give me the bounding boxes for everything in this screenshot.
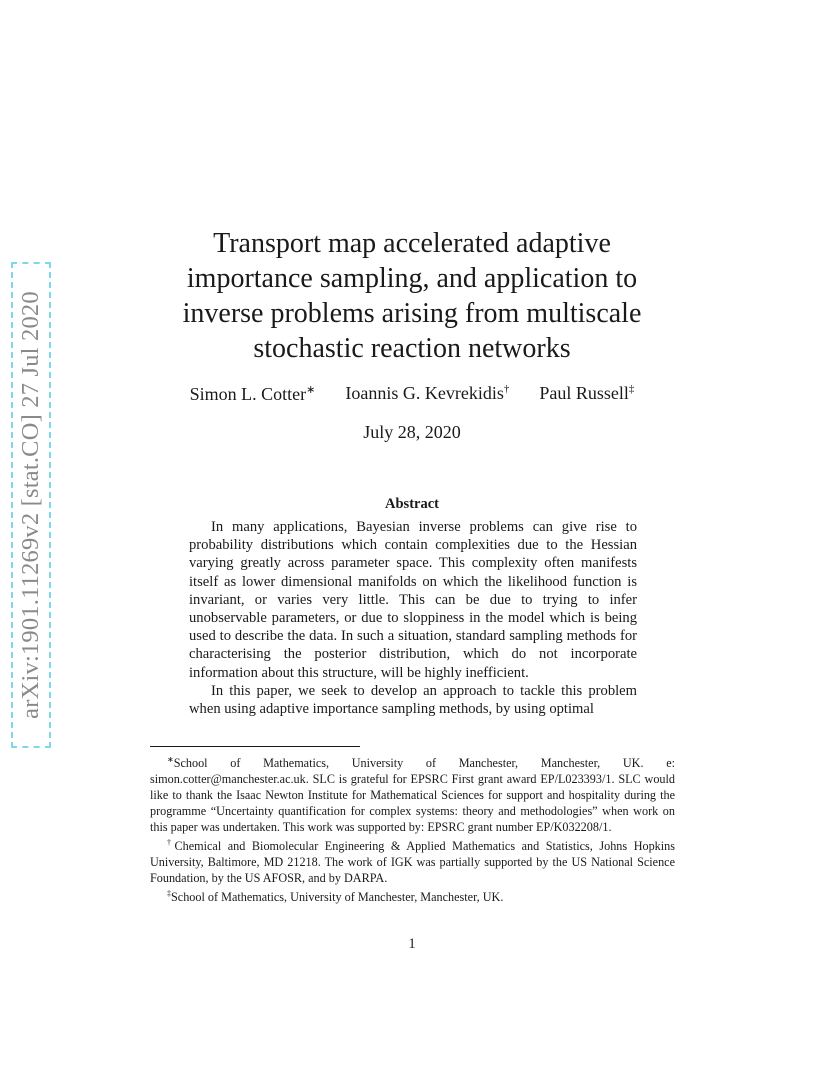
author xyxy=(190,383,316,405)
author-footnote-mark[interactable]: ‡ xyxy=(628,383,635,395)
footnote-separator xyxy=(150,746,360,747)
author-name: Simon L. Cotter xyxy=(189,384,307,404)
arxiv-identifier-text: arXiv:1901.11269v2 [stat.CO] 27 Jul 2020 xyxy=(17,291,44,719)
author-list xyxy=(150,383,674,405)
author-footnote-mark[interactable]: † xyxy=(503,383,510,395)
author-footnote-mark[interactable]: ∗ xyxy=(306,384,316,396)
abstract-heading: Abstract xyxy=(385,496,439,512)
abstract-paragraph: In many applications, Bayesian inverse problems can give rise to probability distributions which contain complexities due to the Hessian varying greatly across parameter space. This complexity often manifests itself as lower dimensional manifolds on which the likelihood function is invariant, or varies very little. This can be due to trying to infer unobservable parameters, or due to sloppiness in the model which is being used to describe the data. In such a situation, standard sampling methods for characterising the posterior distribution, which do not incorporate information about this structure, will be highly inefficient. xyxy=(189,519,637,681)
footnote xyxy=(150,835,675,886)
author xyxy=(345,383,509,405)
page-number: 1 xyxy=(408,936,416,952)
author-name: Ioannis G. Kevrekidis xyxy=(345,383,504,403)
footnotes xyxy=(150,752,675,905)
paper-title: Transport map accelerated adaptive importance sampling, and application to inverse problems arising from multiscale stochastic reaction networks xyxy=(182,228,642,364)
footnote-text: School of Mathematics, University of Manchester, Manchester, UK. xyxy=(171,890,504,905)
footnote-text: School of Mathematics, University of Manchester, Manchester, UK. e: simon.cotter@manchester.ac.uk. SLC is grateful for EPSRC First grant award EP/L023393/1. SLC would like to thank the Isaac Newton Institute for Mathematical Sciences for support and hospitality during the programme “Uncertainty quantification for complex systems: theory and methodologies” when work on this paper was undertaken. This work was supported by: EPSRC grant number EP/K032208/1. xyxy=(150,756,675,835)
footnote-mark: ∗ xyxy=(167,755,174,764)
footnote xyxy=(150,886,675,905)
footnote-text: Chemical and Biomolecular Engineering & Applied Mathematics and Statistics, Johns Hopkins University, Baltimore, MD 21218. The work of IGK was partially supported by the US National Science Foundation, by the US AFOSR, and by DARPA. xyxy=(150,839,676,886)
author-name: Paul Russell xyxy=(539,383,629,403)
footnote-mark: † xyxy=(167,838,175,848)
abstract-body xyxy=(189,518,637,718)
author xyxy=(539,383,634,405)
footnote-mark: ‡ xyxy=(167,889,171,899)
footnote xyxy=(150,752,675,835)
publication-date: July 28, 2020 xyxy=(363,422,461,442)
abstract-paragraph: In this paper, we seek to develop an approach to tackle this problem when using adaptive importance sampling methods, by using optimal xyxy=(189,682,637,718)
arxiv-identifier-stamp[interactable] xyxy=(11,262,51,748)
